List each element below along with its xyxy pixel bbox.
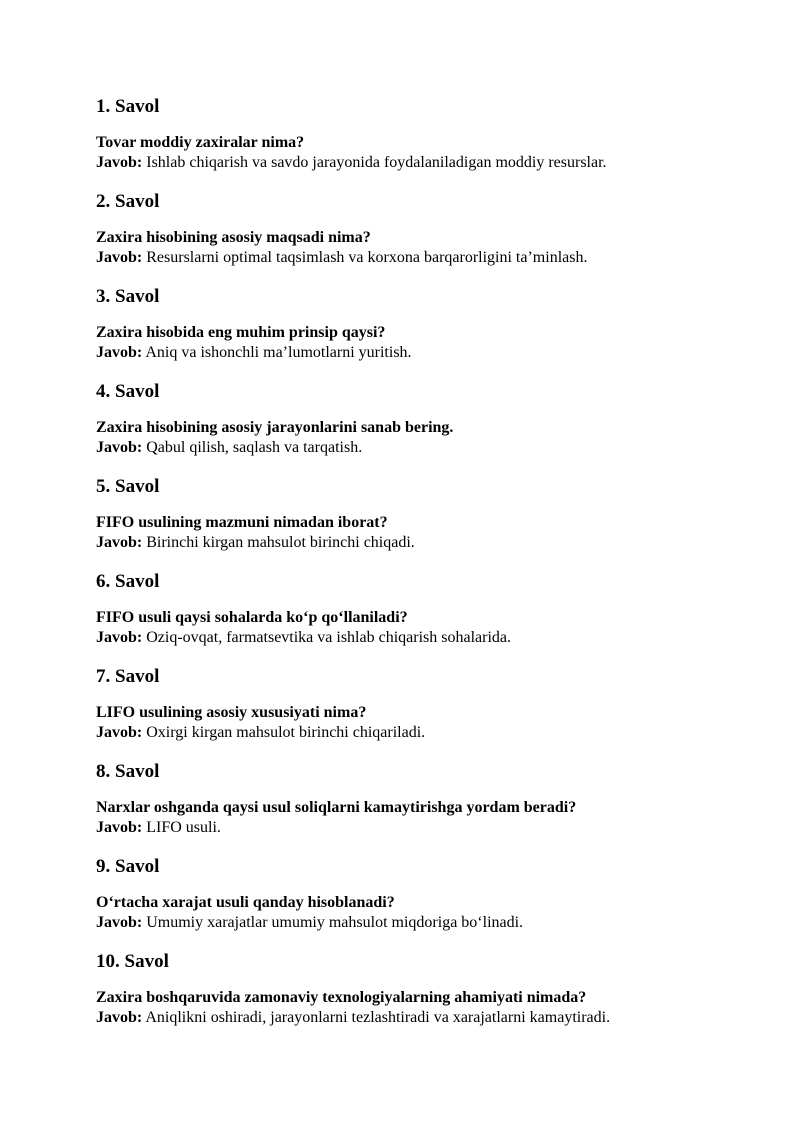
question-text: FIFO usulining mazmuni nimadan iborat? [96, 514, 388, 531]
answer-line [96, 533, 704, 553]
answer-text: LIFO usuli. [146, 819, 221, 836]
question-number-heading: 3. Savol [96, 286, 160, 307]
qa-section [96, 950, 704, 1028]
question-text: Oʻrtacha xarajat usuli qanday hisoblanadi? [96, 894, 395, 911]
answer-label: Javob: [96, 724, 143, 741]
qa-section [96, 285, 704, 363]
answer-label: Javob: [96, 819, 143, 836]
question-text: Zaxira hisobining asosiy maqsadi nima? [96, 229, 371, 246]
answer-line [96, 248, 704, 268]
qa-section [96, 475, 704, 553]
question-text: Zaxira hisobining asosiy jarayonlarini sanab bering. [96, 419, 454, 436]
qa-section [96, 570, 704, 648]
answer-text: Aniq va ishonchli ma’lumotlarni yuritish. [145, 344, 412, 361]
answer-line [96, 628, 704, 648]
answer-text: Oziq-ovqat, farmatsevtika va ishlab chiqarish sohalarida. [146, 629, 511, 646]
question-number-heading: 6. Savol [96, 571, 160, 592]
answer-line [96, 153, 704, 173]
question-number-heading: 2. Savol [96, 191, 160, 212]
answer-line [96, 438, 704, 458]
qa-section [96, 380, 704, 458]
answer-label: Javob: [96, 249, 143, 266]
answer-text: Oxirgi kirgan mahsulot birinchi chiqariladi. [146, 724, 426, 741]
answer-text: Qabul qilish, saqlash va tarqatish. [146, 439, 363, 456]
answer-line [96, 818, 704, 838]
question-text: Narxlar oshganda qaysi usul soliqlarni kamaytirishga yordam beradi? [96, 799, 577, 816]
answer-text: Birinchi kirgan mahsulot birinchi chiqadi. [146, 534, 415, 551]
answer-label: Javob: [96, 914, 143, 931]
question-text: Zaxira hisobida eng muhim prinsip qaysi? [96, 324, 386, 341]
question-text: Zaxira boshqaruvida zamonaviy texnologiyalarning ahamiyati nimada? [96, 989, 587, 1006]
answer-text: Umumiy xarajatlar umumiy mahsulot miqdoriga boʻlinadi. [146, 914, 524, 931]
answer-text: Aniqlikni oshiradi, jarayonlarni tezlashtiradi va xarajatlarni kamaytiradi. [145, 1009, 611, 1026]
answer-label: Javob: [96, 344, 143, 361]
answer-line [96, 723, 704, 743]
answer-label: Javob: [96, 154, 143, 171]
answer-text: Resurslarni optimal taqsimlash va korxona barqarorligini ta’minlash. [146, 249, 588, 266]
answer-line [96, 913, 704, 933]
answer-line [96, 1008, 704, 1028]
question-number-heading: 10. Savol [96, 951, 169, 972]
answer-label: Javob: [96, 534, 143, 551]
question-number-heading: 9. Savol [96, 856, 160, 877]
question-text: LIFO usulining asosiy xususiyati nima? [96, 704, 367, 721]
question-number-heading: 7. Savol [96, 666, 160, 687]
qa-section [96, 190, 704, 268]
answer-text: Ishlab chiqarish va savdo jarayonida foydalaniladigan moddiy resurslar. [146, 154, 607, 171]
question-number-heading: 5. Savol [96, 476, 160, 497]
answer-label: Javob: [96, 629, 143, 646]
question-number-heading: 4. Savol [96, 381, 160, 402]
answer-label: Javob: [96, 439, 143, 456]
question-text: Tovar moddiy zaxiralar nima? [96, 134, 305, 151]
qa-list [96, 95, 704, 1028]
qa-section [96, 95, 704, 173]
question-number-heading: 1. Savol [96, 96, 160, 117]
qa-section [96, 760, 704, 838]
answer-line [96, 343, 704, 363]
question-text: FIFO usuli qaysi sohalarda koʻp qoʻllaniladi? [96, 609, 408, 626]
qa-section [96, 855, 704, 933]
answer-label: Javob: [96, 1009, 143, 1026]
qa-section [96, 665, 704, 743]
question-number-heading: 8. Savol [96, 761, 160, 782]
